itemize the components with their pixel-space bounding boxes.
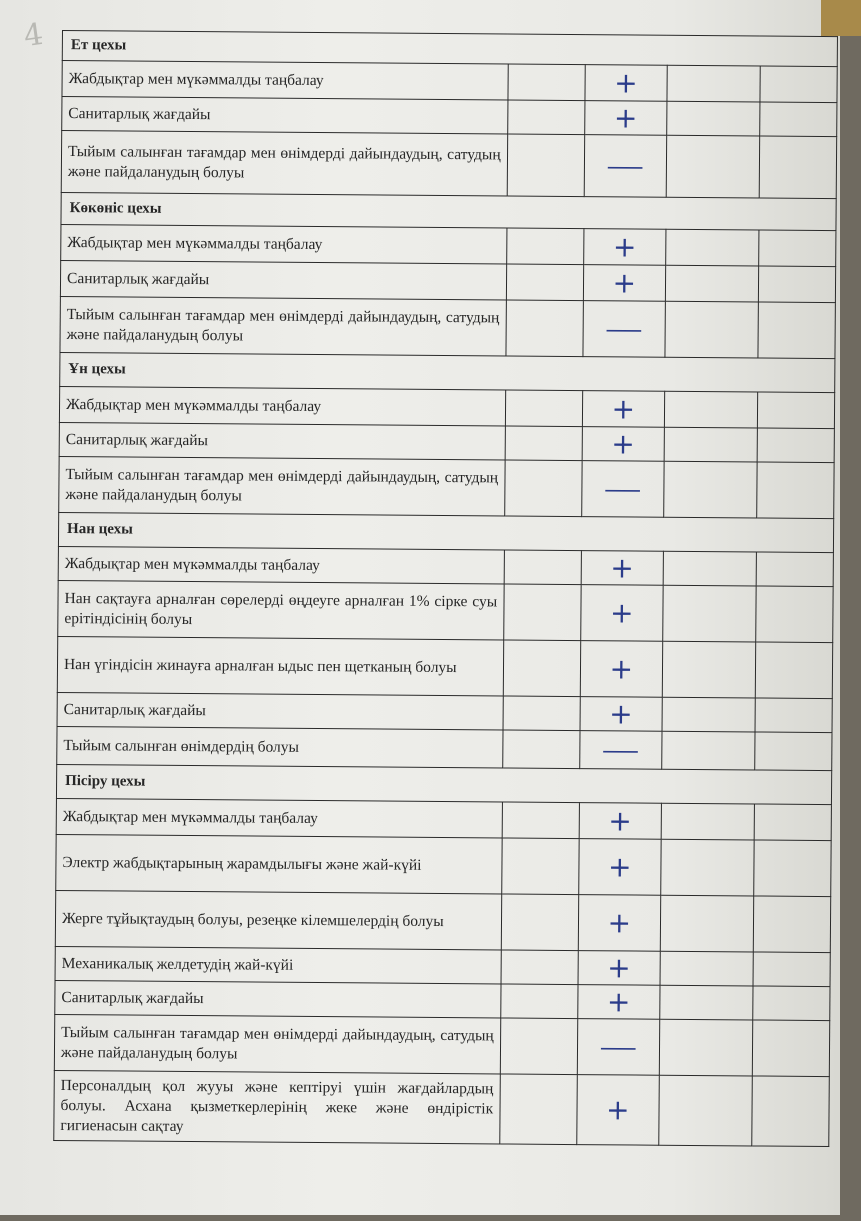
empty-cell xyxy=(759,102,837,137)
minus-mark: — xyxy=(601,735,640,765)
minus-mark: — xyxy=(603,474,643,504)
plus-mark: + xyxy=(612,229,637,264)
criterion-label: Жабдықтар мен мүкәммалды таңбалау xyxy=(62,61,508,100)
empty-cell xyxy=(503,640,581,697)
empty-cell xyxy=(500,984,578,1019)
mark-cell xyxy=(581,551,663,586)
empty-cell xyxy=(759,66,837,103)
criterion-label: Механикалық желдетудің жай-күйі xyxy=(55,946,501,983)
plus-mark: + xyxy=(614,65,638,100)
mark-cell xyxy=(584,229,666,266)
plus-mark: + xyxy=(608,803,632,837)
empty-cell xyxy=(755,586,833,643)
criterion-label: Тыйым салынған тағамдар мен өнімдерді дайындаудың, сатудың және пайдаланудың болуы xyxy=(61,131,507,196)
empty-cell xyxy=(660,951,753,986)
plus-mark: + xyxy=(609,696,633,731)
criterion-label: Санитарлық жағдайы xyxy=(55,980,501,1017)
empty-cell xyxy=(753,840,831,897)
checklist-body xyxy=(54,31,838,1147)
empty-cell xyxy=(658,1075,752,1146)
section-title: Пісіру цехы xyxy=(56,764,831,804)
mark-cell xyxy=(577,1075,659,1146)
plus-mark: + xyxy=(607,950,631,984)
empty-cell xyxy=(666,101,759,136)
plus-mark: + xyxy=(607,905,632,939)
empty-cell xyxy=(662,697,755,732)
criterion-label: Жабдықтар мен мүкәммалды таңбалау xyxy=(56,798,502,837)
mark-cell xyxy=(578,951,660,986)
empty-cell xyxy=(662,585,755,642)
checklist-row xyxy=(57,636,832,698)
empty-cell xyxy=(506,228,584,265)
empty-cell xyxy=(661,803,754,840)
checklist-row xyxy=(61,224,836,266)
empty-cell xyxy=(755,642,833,699)
empty-cell xyxy=(659,985,752,1020)
criterion-label: Санитарлық жағдайы xyxy=(57,692,503,729)
section-title: Ет цехы xyxy=(62,31,837,67)
mark-cell xyxy=(585,65,667,102)
mark-cell xyxy=(580,697,662,732)
empty-cell xyxy=(663,551,756,586)
plus-mark: + xyxy=(607,849,632,883)
criterion-label: Жабдықтар мен мүкәммалды таңбалау xyxy=(59,386,505,425)
background-corner xyxy=(821,0,861,36)
empty-cell xyxy=(502,802,580,839)
checklist-row xyxy=(59,456,834,518)
empty-cell xyxy=(758,266,836,303)
mark-cell xyxy=(583,391,665,428)
checklist-row xyxy=(54,1014,829,1076)
checklist-row xyxy=(62,61,837,103)
plus-mark: + xyxy=(609,595,634,630)
empty-cell xyxy=(499,1074,577,1145)
minus-mark: — xyxy=(605,151,645,181)
criterion-label: Персоналдың қол жууы және кептіруі үшін жағдайлардың болуы. Асхана қызметкерлерінің жеке және өндірістік гигиенасын сақтау xyxy=(54,1070,500,1143)
empty-cell xyxy=(503,584,581,641)
section-title: Нан цехы xyxy=(58,512,833,552)
mark-cell xyxy=(581,585,663,642)
checklist-row xyxy=(56,834,831,896)
empty-cell xyxy=(757,302,835,359)
mark-cell xyxy=(578,985,660,1020)
checklist-row xyxy=(54,1070,830,1146)
empty-cell xyxy=(503,696,581,731)
mark-cell xyxy=(584,265,666,302)
mark-cell xyxy=(580,641,662,698)
empty-cell xyxy=(507,100,585,135)
mark-cell xyxy=(582,427,664,462)
minus-mark: — xyxy=(599,1032,638,1062)
empty-cell xyxy=(753,952,831,987)
page-number: 4 xyxy=(21,16,46,55)
mark-cell xyxy=(577,1019,659,1076)
checklist-row xyxy=(56,798,831,840)
empty-cell xyxy=(751,1076,829,1147)
empty-cell xyxy=(664,427,757,462)
section-title: Көкөніс цехы xyxy=(61,192,836,230)
empty-cell xyxy=(504,550,582,585)
checklist-row xyxy=(58,580,833,642)
empty-cell xyxy=(662,641,755,698)
empty-cell xyxy=(756,462,834,519)
criterion-label: Жерге тұйықтаудың болуы, резеңке кілемшелердің болуы xyxy=(55,890,501,949)
mark-cell xyxy=(578,895,660,952)
checklist-table xyxy=(53,30,838,1147)
checklist-row xyxy=(55,890,830,952)
empty-cell xyxy=(753,896,831,953)
empty-cell xyxy=(757,428,835,463)
empty-cell xyxy=(665,229,758,266)
mark-cell xyxy=(582,461,664,518)
plus-mark: + xyxy=(613,100,638,135)
empty-cell xyxy=(757,392,835,429)
checklist-row xyxy=(60,260,835,302)
criterion-label: Электр жабдықтарының жарамдылығы және жай-күйі xyxy=(56,834,502,893)
empty-cell xyxy=(759,136,837,199)
empty-cell xyxy=(756,552,834,587)
empty-cell xyxy=(754,804,832,841)
plus-mark: + xyxy=(606,984,631,1018)
criterion-label: Жабдықтар мен мүкәммалды таңбалау xyxy=(58,546,504,583)
mark-cell xyxy=(583,301,665,358)
criterion-label: Санитарлық жағдайы xyxy=(59,422,505,459)
empty-cell xyxy=(666,65,759,102)
empty-cell xyxy=(752,986,830,1021)
mark-cell xyxy=(579,803,661,840)
empty-cell xyxy=(505,390,583,427)
empty-cell xyxy=(660,895,753,952)
empty-cell xyxy=(660,839,753,896)
checklist-row xyxy=(61,131,836,199)
criterion-label: Нан үгіндісін жинауға арналған ыдыс пен щетканың болуы xyxy=(57,636,503,695)
section-title: Ұн цехы xyxy=(60,352,835,392)
empty-cell xyxy=(665,265,758,302)
criterion-label: Тыйым салынған тағамдар мен өнімдерді дайындаудың, сатудың және пайдаланудың болуы xyxy=(60,296,506,355)
empty-cell xyxy=(501,838,579,895)
plus-mark: + xyxy=(605,1092,630,1126)
empty-cell xyxy=(505,426,583,461)
empty-cell xyxy=(664,391,757,428)
criterion-label: Санитарлық жағдайы xyxy=(62,97,508,134)
checklist-row xyxy=(57,726,832,770)
empty-cell xyxy=(506,264,584,301)
plus-mark: + xyxy=(612,265,637,300)
criterion-label: Жабдықтар мен мүкәммалды таңбалау xyxy=(61,224,507,263)
plus-mark: + xyxy=(609,651,634,686)
criterion-label: Тыйым салынған тағамдар мен өнімдерді дайындаудың, сатудың және пайдаланудың болуы xyxy=(54,1014,500,1073)
plus-mark: + xyxy=(611,426,635,461)
mark-cell xyxy=(580,731,662,770)
empty-cell xyxy=(758,230,836,267)
inspection-sheet xyxy=(53,30,838,1221)
empty-cell xyxy=(508,64,586,101)
checklist-row xyxy=(59,386,834,428)
plus-mark: + xyxy=(610,550,634,585)
empty-cell xyxy=(754,732,832,771)
mark-cell xyxy=(584,135,666,198)
empty-cell xyxy=(755,698,833,733)
criterion-label: Санитарлық жағдайы xyxy=(60,260,506,299)
criterion-label: Нан сақтауға арналған сөрелерді өңдеуге арналған 1% сірке суы ерітіндісінің болуы xyxy=(58,580,504,639)
criterion-label: Тыйым салынған тағамдар мен өнімдерді дайындаудың, сатудың және пайдаланудың болуы xyxy=(59,456,505,515)
minus-mark: — xyxy=(604,314,644,344)
empty-cell xyxy=(501,950,579,985)
criterion-label: Тыйым салынған өнімдердің болуы xyxy=(57,726,503,767)
plus-mark: + xyxy=(611,391,636,426)
mark-cell xyxy=(579,839,661,896)
empty-cell xyxy=(501,894,579,951)
checklist-row xyxy=(60,296,835,358)
mark-cell xyxy=(585,101,667,136)
empty-cell xyxy=(752,1020,830,1077)
